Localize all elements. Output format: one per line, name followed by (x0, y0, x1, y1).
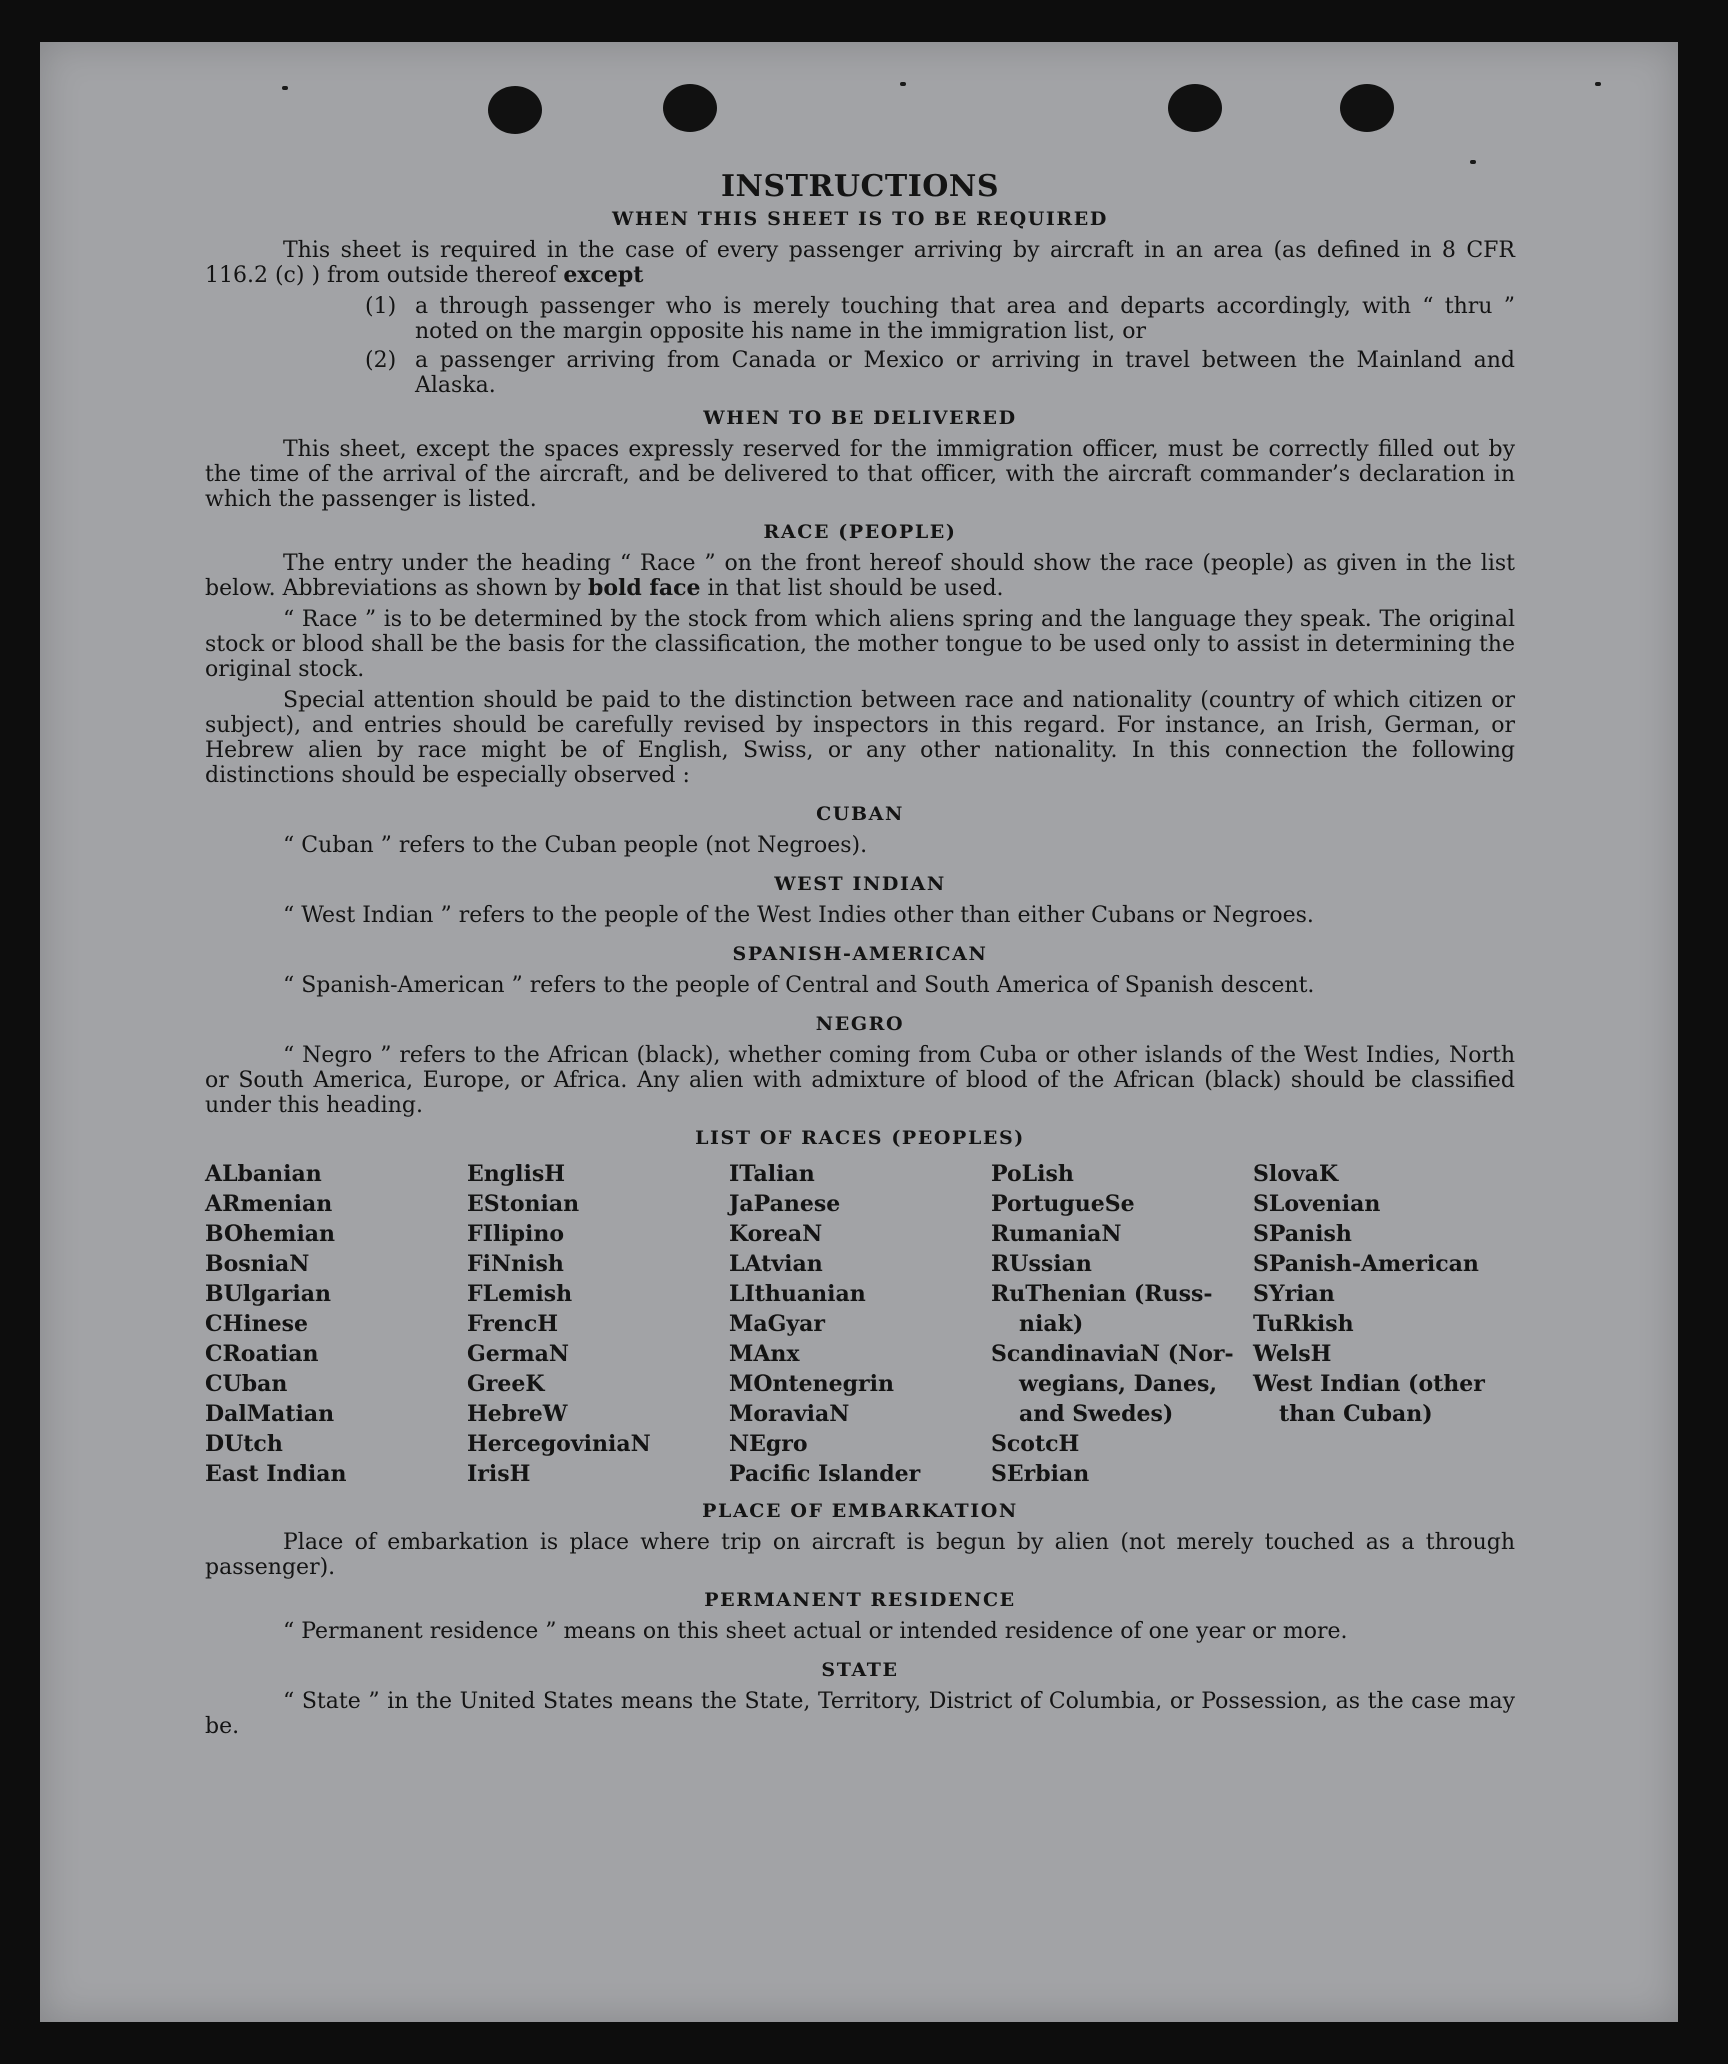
section-heading: PLACE OF EMBARKATION (702, 1500, 1018, 1522)
race-entry: EStonian (467, 1191, 580, 1217)
race-entry: HercegoviniaN (467, 1431, 651, 1457)
race-p1-text: The entry under the heading “ Race ” on the front hereof should show the race (people) as given in the list below. Abbreviations as shown by (205, 551, 1515, 601)
race-entry: SlovaK (1253, 1161, 1339, 1187)
item-text: a through passenger who is merely touching that area and departs accordingly, with “ thru ” noted on the margin opposite his name in the immigration list, or (415, 294, 1515, 344)
race-entry: West Indian (other (1253, 1371, 1485, 1397)
page-title: INSTRUCTIONS (721, 169, 999, 204)
race-entry: IrisH (467, 1461, 531, 1487)
list-item (365, 348, 1515, 398)
west-indian-paragraph: “ West Indian ” refers to the people of the West Indies other than either Cubans or Negroes. (283, 903, 1314, 928)
race-list (205, 1159, 1515, 1489)
race-entry: ScandinaviaN (Nor- (991, 1341, 1234, 1367)
race-entry: JaPanese (729, 1191, 841, 1217)
race-entry: RUssian (991, 1251, 1092, 1277)
race-entry: FIlipino (467, 1221, 565, 1247)
race-entry: CHinese (205, 1311, 309, 1337)
race-entry: KoreaN (729, 1221, 823, 1247)
section-heading: CUBAN (816, 803, 904, 825)
item-number: (2) (365, 348, 397, 373)
punch-hole (663, 84, 717, 132)
race-entry: SYrian (1253, 1281, 1335, 1307)
race-p1-bold: bold face (587, 575, 701, 601)
negro-paragraph: “ Negro ” refers to the African (black), whether coming from Cuba or other islands of the West Indies, North or South America, Europe, or Africa. Any alien with admixture of blood of the African (black) should be classified under this heading. (205, 1043, 1515, 1118)
race-entry: ScotcH (991, 1431, 1080, 1457)
race-column (205, 1159, 467, 1489)
race-entry: FrencH (467, 1311, 558, 1337)
race-entry: FLemish (467, 1281, 573, 1307)
race-paragraph-1 (205, 551, 1515, 601)
race-entry: East Indian (205, 1461, 347, 1487)
punch-hole (1340, 84, 1394, 132)
race-entry: DalMatian (205, 1401, 335, 1427)
race-entry: MOntenegrin (729, 1371, 894, 1397)
race-entry: HebreW (467, 1401, 568, 1427)
instructions-content (205, 170, 1515, 1745)
race-paragraph-2: “ Race ” is to be determined by the stock from which aliens spring and the language they speak. The original stock or blood shall be the basis for the classification, the mother tongue to be used only to assist in determining the original stock. (205, 607, 1515, 682)
race-entry: WelsH (1253, 1341, 1332, 1367)
race-p1-end: in that list should be used. (707, 576, 1004, 601)
required-intro: This sheet is required in the case of every passenger arriving by aircraft in an area (as defined in 8 CFR 116.2 (c) ) from outside thereof (205, 238, 1515, 288)
race-entry: LIthuanian (729, 1281, 866, 1307)
punch-hole (1168, 84, 1222, 132)
race-entry: NEgro (729, 1431, 808, 1457)
race-entry: niak) (1019, 1311, 1084, 1337)
race-entry: MAnx (729, 1341, 800, 1367)
spanish-american-paragraph: “ Spanish-American ” refers to the people of Central and South America of Spanish descent. (283, 973, 1315, 998)
race-entry: MoraviaN (729, 1401, 850, 1427)
race-entry: and Swedes) (1019, 1401, 1174, 1427)
race-entry: CRoatian (205, 1341, 319, 1367)
race-entry: ARmenian (205, 1191, 333, 1217)
race-entry: EnglisH (467, 1161, 566, 1187)
race-entry: FiNnish (467, 1251, 564, 1277)
section-heading: WHEN TO BE DELIVERED (703, 407, 1017, 429)
race-entry: Pacific Islander (729, 1461, 921, 1487)
delivered-paragraph: This sheet, except the spaces expressly reserved for the immigration officer, must be correctly filled out by the time of the arrival of the aircraft, and be delivered to that officer, with the aircraft commander’s declaration in which the passenger is listed. (205, 437, 1515, 512)
race-entry: SLovenian (1253, 1191, 1381, 1217)
item-number: (1) (365, 294, 397, 319)
race-column (467, 1159, 729, 1489)
race-entry: RumaniaN (991, 1221, 1122, 1247)
race-entry: DUtch (205, 1431, 283, 1457)
race-entry: SErbian (991, 1461, 1090, 1487)
race-column (1253, 1159, 1515, 1489)
cuban-paragraph: “ Cuban ” refers to the Cuban people (not Negroes). (283, 833, 868, 858)
race-entry: PoLish (991, 1161, 1074, 1187)
race-entry: BOhemian (205, 1221, 336, 1247)
race-entry: than Cuban) (1279, 1401, 1433, 1427)
race-entry: RuThenian (Russ- (991, 1281, 1213, 1307)
speck (900, 82, 906, 86)
speck (1470, 160, 1476, 164)
section-heading: WHEN THIS SHEET IS TO BE REQUIRED (612, 208, 1108, 230)
list-item (365, 294, 1515, 344)
required-except: except (563, 262, 644, 288)
race-entry: LAtvian (729, 1251, 823, 1277)
race-entry: GermaN (467, 1341, 570, 1367)
race-column (991, 1159, 1253, 1489)
residence-paragraph: “ Permanent residence ” means on this sheet actual or intended residence of one year or more. (283, 1619, 1348, 1644)
section-heading: SPANISH-AMERICAN (732, 943, 988, 965)
embarkation-paragraph: Place of embarkation is place where trip on aircraft is begun by alien (not merely touched as a through passenger). (205, 1530, 1515, 1580)
section-heading: PERMANENT RESIDENCE (704, 1589, 1016, 1611)
section-heading: LIST OF RACES (PEOPLES) (695, 1127, 1025, 1149)
race-entry: BosniaN (205, 1251, 310, 1277)
section-heading: STATE (821, 1659, 899, 1681)
race-entry: TuRkish (1253, 1311, 1354, 1337)
race-entry: SPanish (1253, 1221, 1352, 1247)
race-entry: SPanish-American (1253, 1251, 1479, 1277)
required-paragraph (205, 238, 1515, 288)
race-entry: wegians, Danes, (1019, 1371, 1217, 1397)
state-paragraph: “ State ” in the United States means the State, Territory, District of Columbia, or Possession, as the case may be. (205, 1689, 1515, 1739)
race-entry: BUlgarian (205, 1281, 331, 1307)
race-paragraph-3: Special attention should be paid to the distinction between race and nationality (country of which citizen or subject), and entries should be carefully revised by inspectors in this regard. For instance, an Irish, German, or Hebrew alien by race might be of English, Swiss, or any other nationality. In this connection the following distinctions should be especially observed : (205, 688, 1515, 788)
section-heading: NEGRO (815, 1013, 905, 1035)
race-entry: MaGyar (729, 1311, 826, 1337)
speck (282, 86, 288, 90)
section-heading: RACE (PEOPLE) (763, 521, 957, 543)
race-column (729, 1159, 991, 1489)
speck (1595, 82, 1601, 86)
item-text: a passenger arriving from Canada or Mexico or arriving in travel between the Mainland and Alaska. (415, 348, 1515, 398)
punch-hole (488, 86, 542, 134)
race-entry: PortugueSe (991, 1191, 1135, 1217)
race-entry: CUban (205, 1371, 288, 1397)
race-entry: ITalian (729, 1161, 815, 1187)
section-heading: WEST INDIAN (774, 873, 946, 895)
race-entry: ALbanian (205, 1161, 322, 1187)
race-entry: GreeK (467, 1371, 545, 1397)
